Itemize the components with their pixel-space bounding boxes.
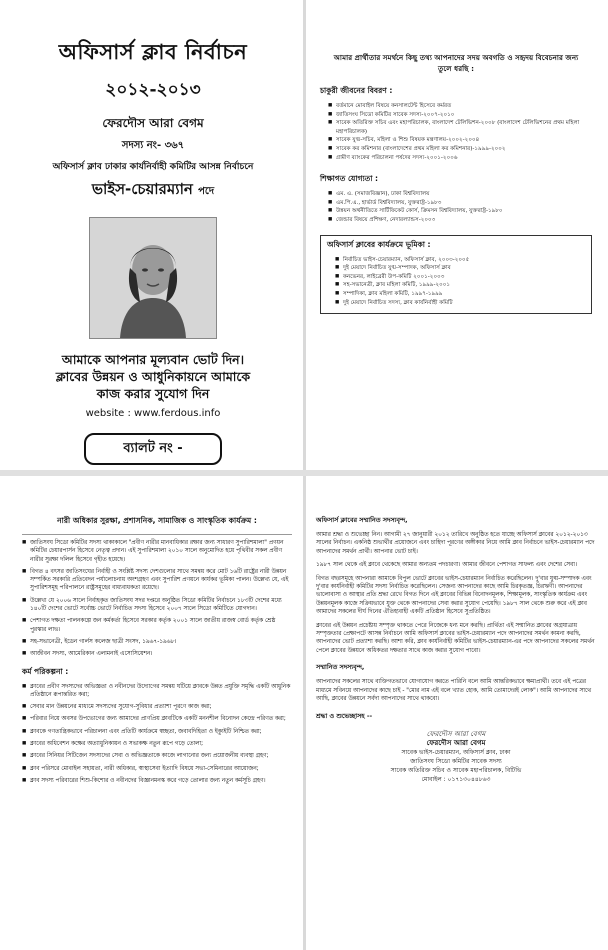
- club-role-item: ■ দুই মেয়াদে নির্বাচিত যুগ্ম-সম্পাদক, অফিসার্স ক্লাব: [337, 264, 585, 273]
- letter-paragraph: বিগত বছরসমূহে আপনারা আমাকে বিপুল ভোটে ক্লাবের ভাইস-চেয়ারম্যান নির্বাচিত করেছিলেন। দু'বার যুগ্ম-সম্পাদক এবং দু'বার কার্যনির্বাহী কমিটির সদস্য নির্বাচিত করেছিলেন। সেজন্য আপনাদের কাছে আমি চিরকৃতজ্ঞ, চিরঋণী। আপনাদের ভালোবাসা ও আস্থার প্রতি শ্রদ্ধা রেখে বিগত দিনে এই ক্লাবের বিভিন্ন বিনোদনমূলক, শিক্ষামূলক, সাংস্কৃতিক কার্যক্রম এবং উন্নয়নমূলক কাজে সক্রিয়ভাবে যুক্ত থেকে আপনাদের সেবা করার সুযোগ পেয়েছি। ১৯৮৭ সাল থেকে শুরু করে এই ক্লাব আমাদের সকলের দীর্ঘ দিনের ঐতিহ্যবাহী একটি প্রতিষ্ঠান হিসেবে সুপ্রতিষ্ঠিত।: [316, 575, 592, 616]
- career-item: ■ সাবেক কর কমিশনার (বাংলাদেশের প্রথম মহিলা কর কমিশনার)-১৯৯৯-২০০২: [330, 145, 592, 154]
- fold-horizontal: [0, 470, 608, 476]
- signatory-line: মোবাইল : ০১৭১৩০৪৪৮৬৩: [421, 775, 491, 783]
- club-role-list: [327, 256, 585, 308]
- plan-list: [22, 683, 292, 786]
- election-title: অফিসার্স ক্লাব নির্বাচন: [58, 40, 248, 64]
- activity-item: ■ সহ-সভানেত্রী, ইডেন গার্লস কলেজ ছাত্রী সংসদ, ১৯৬৭-১৯৬৮।: [22, 638, 292, 646]
- education-item: ■ এম.পি.এ., হার্ভার্ড বিশ্ববিদ্যালয়, যুক্তরাষ্ট্র-১৯৮৩: [330, 199, 592, 208]
- activity-item: ■ উল্লেখ্য যে ২০০৬ সালে নির্বাহকৃত জাতিসংঘ সদর দপ্তরে অনুষ্ঠিত সিডো কমিটির নির্বাচনে ১৮৩টি দেশের মধ্যে ১৪০টি দেশের ভোটে সর্বোচ্চ ভোটে নির্বাচিত সদস্য হিসেবে ২০০৭ সালে সিডো কমিটিতে যোগদান।: [22, 597, 292, 614]
- member-number: সদস্য নং- ৩৬৭: [121, 140, 185, 151]
- career-list: [320, 102, 592, 162]
- activity-item: ■ পেশাগত দক্ষতা পালনকল্পে জন কর্মকর্তা হিসেবে সরকার কর্তৃক ২০০১ সালে জাতীয় রাজস্ব বোর্ড কর্তৃক শ্রেষ্ঠ পুরস্কার লাভ।: [22, 617, 292, 634]
- plan-item: ■ পরিবার নিয়ে অবসর উপভোগের জন্য আমাদের প্রাণপ্রিয় ক্লাবটিকে একটি মননশীল বিনোদন কেন্দ্রে পরিণত করা;: [22, 715, 292, 723]
- career-heading: চাকুরী জীবনের বিবরণ :: [320, 86, 393, 95]
- election-subtitle: অফিসার্স ক্লাব ঢাকার কার্যনির্বাহী কমিটির আসন্ন নির্বাচনে: [52, 162, 254, 172]
- education-item: ■ উন্নয়ন অর্থনীতিতে সার্টিফিকেট কোর্স, ক্রিমসন বিশ্ববিদ্যালয়, যুক্তরাষ্ট্র-১৯৮০: [330, 207, 592, 216]
- letter-paragraph: আমার শ্রদ্ধা ও শুভেচ্ছা নিন। আগামী ২৭ জানুয়ারী ২০১২ তারিখে অনুষ্ঠিত হতে যাচ্ছে অফিসার্স ক্লাবের ২০১২-২০১৩ সালের নির্বাচন। একনিষ্ঠ শুভার্থীর প্রয়োজনে এবং চাহিদা পূরণের অঙ্গীকার নিয়ে আমি ক্লাব নির্বাচনে ভাইস-চেয়ারম্যান পদে আপনাদের সমর্থন প্রার্থী। আপনার ভোট চাই।: [316, 532, 595, 555]
- signatory-line: সাবেক অতিরিক্ত সচিব ও সাবেক মহাপরিচালক, বিটিভি: [390, 766, 522, 774]
- appeal-line: আমাকে আপনার মূল্যবান ভোট দিন।: [61, 352, 245, 367]
- post-name: ভাইস-চেয়ারম্যান: [91, 180, 193, 198]
- letter-paragraph: ক্লাবের এই উন্নয়ন প্রচেষ্টায় সম্পৃক্ত থাকতে পেরে নিজেকে ধন্য মনে করছি। প্রার্থিতা এই সন্মানিত ক্লাবের অগ্রযাত্রায় সম্পৃক্ততার প্রেক্ষাপটে আসন্ন নির্বাচনে আমি অফিসার্স ক্লাবের ভাইস-চেয়ারম্যান পদে আপনাদের সমর্থন কামনা করছি, আপনাদের ভোট প্রত্যাশা করছি। আশা করি, ক্লাব কার্যনির্বাহী কমিটির ভাইস-চেয়ারম্যান-এর পদে আপনাদের সকলের সমর্থন পেলে ক্লাবের উন্নয়নে অধিকতর দক্ষতার সাথে কাজ করার সুযোগ পাবো।: [316, 622, 595, 654]
- appeal-line: ক্লাবের উন্নয়ন ও আধুনিকায়নে আমাকে: [55, 369, 251, 384]
- plan-item: ■ ক্লাবের প্রবীণ সদস্যদের অভিজ্ঞতা ও নবীনদের উদ্যোগের সমন্বয় ঘটিয়ে ক্লাবকে উন্নত প্রযুক্তি সমৃদ্ধি একটি আধুনিক প্রতিষ্ঠানে রূপান্তরিত করা;: [22, 683, 292, 700]
- plan-item: ■ সেবার মান উন্নয়নের মাধ্যমে সদস্যদের সুযোগ-সুবিধার প্রত্যাশা পূরণে কাজ করা;: [22, 703, 292, 711]
- club-role-item: ■ দুই মেয়াদে নির্বাচিত সদস্য, ক্লাব কার্যনির্বাহী কমিটি: [337, 299, 585, 308]
- career-item: ■ গ্রামীণ ব্যাংকের পরিচালনা পর্ষদের সদস্য-২০০১-২০০৬: [330, 154, 592, 163]
- ballot-number-box: ব্যালট নং -: [84, 433, 222, 465]
- activity-item: ■ জাতিসংঘ সিডো কমিটির সদস্য থাকাকালে "প্রবীণ নারীর মানবাধিকার রক্ষার জন্য সাধারণ সুপারিশমালা" প্রণয়ন কমিটির চেয়ারপার্সন হিসেবে নেতৃত্ব প্রদান। এই সুপারিশমালা ২০১০ সালে অনুমোদিত হয়ে পৃথিবীর সকল প্রবীণ নারীর সুরক্ষা দলিল হিসেবে গৃহীত হয়েছে।: [22, 539, 292, 564]
- education-list: [320, 190, 592, 224]
- signature: ফেরদৌস আরা বেগম: [426, 729, 486, 738]
- candidate-name: ফেরদৌস আরা বেগম: [102, 116, 204, 130]
- career-item: ■ সাবেক অতিরিক্ত সচিব এবং মহাপরিচালক, বাংলাদেশ টেলিভিশন-২০০৮ (বাংলাদেশ টেলিভিশনের প্রথম মহিলা মহাপরিচালক): [330, 119, 592, 136]
- plan-item: ■ ক্লাবকে গণতান্ত্রিকভাবে পরিচালনা এবং প্রতিটি কার্যক্রমে স্বচ্ছতা, জবাবদিহিতা ও ইক্যুইটি নিশ্চিত করা;: [22, 728, 292, 736]
- appeal-line: কাজ করার সুযোগ দিন: [96, 386, 210, 401]
- activity-item: ■ বিগত ৪ বৎসর জাতিসংঘের নির্বাহী ও সংশ্লিষ্ট সদস্য দেশগুলোর সাথে সমন্বয় করে মোট ১৬টি রাষ্ট্রের নারী উন্নয়ন সম্পর্কিত সরকারি প্রতিবেদন পর্যালোচনায় অংশগ্রহণ এবং সুপারিশ প্রণয়নে কার্যকর ভূমিকা পালন। উল্লেখ্য যে, এই সুপারিশসমূহ পরিপালনে রাষ্ট্রসমূহের বাধ্যবাধকতা রয়েছে।: [22, 568, 292, 593]
- plan-item: ■ ক্লাবের সিনিয়র সিটিজেন সদস্যদের সেবা ও অভিজ্ঞতাকে কাজে লাগানোর জন্য প্রয়োজনীয় ব্যবস্থা গ্রহণ;: [22, 752, 292, 760]
- career-item: ■ জাতিসংঘ সিডো কমিটির সাবেক সদস্য-২০০৭-২০১০: [330, 111, 592, 120]
- club-role-heading: অফিসার্স ক্লাবের কার্যক্রমে ভূমিকা :: [327, 239, 431, 249]
- activities-heading: নারী অধিকার সুরক্ষা, প্রশাসনিক, সামাজিক ও সাংস্কৃতিক কার্যক্রম :: [57, 516, 257, 525]
- club-role-item: ■ কনভেনর, লাইব্রেরী উপ-কমিটি ২০০১-২০০৩: [337, 273, 585, 282]
- candidate-photo: [89, 217, 217, 339]
- divider: [22, 534, 292, 535]
- letter-paragraph: ১৯৮৭ সাল থেকে এই ক্লাবে থেকেছে আমার অন্যতম পদচারণা। আমার জীবনে পেশাগত সাফল্য এবং দেশের সেবা।: [316, 562, 578, 569]
- activities-list: [22, 539, 292, 659]
- club-role-box: [320, 235, 592, 315]
- profile-intro: আমার প্রার্থীতার সমর্থনে কিছু তথ্য আপনাদের সদয় অবগতি ও সহৃদয় বিবেচনার জন্য তুলে ধরছি :: [333, 53, 579, 73]
- signatory-name: ফেরদৌস আরা বেগম: [426, 738, 486, 747]
- plan-item: ■ ক্লাব পরিসরে মোবাইল সহায়তা, নারী অধিকার, স্বাস্থ্যসেবা ইত্যাদি বিষয়ে সভা-সেমিনারের আয়োজন;: [22, 765, 292, 773]
- signatory-line: জাতিসংঘ সিডো কমিটির সাবেক সদস্য: [410, 757, 502, 765]
- signature-block: [316, 730, 596, 784]
- signatory-line: সাবেক ভাইস-চেয়ারম্যান, অফিসার্স ক্লাব, ঢাকা: [401, 748, 511, 756]
- profile-panel: [320, 52, 592, 462]
- website: website : www.ferdous.info: [85, 408, 221, 419]
- education-item: ■ জেন্ডার বিষয়ে প্রশিক্ষণ, নেদারল্যান্ডস-২০০৩: [330, 216, 592, 225]
- regards-line: শ্রদ্ধা ও শুভেচ্ছাসহ --: [316, 711, 373, 720]
- closing-heading: সম্মানিত সদস্যবৃন্দ,: [316, 663, 365, 672]
- activity-item: ■ আজীবন সদস্য, আমেরিকান এলামনাই এসোসিয়েশন।: [22, 650, 292, 658]
- activities-panel: [22, 515, 292, 945]
- portrait-image: [90, 218, 216, 338]
- career-item: ■ বর্তমানে মোবাইল বিষয়ে কনসালটেন্ট হিসেবে কর্মরত: [330, 102, 592, 111]
- post-suffix: পদে: [198, 186, 215, 197]
- club-role-item: ■ সহ-সভানেত্রী, ক্লাব মহিলা কমিটি, ১৯৯৯-২০০১: [337, 281, 585, 290]
- letter-salutation: অফিসার্স ক্লাবের সম্মানিত সদস্যবৃন্দ,: [316, 516, 408, 524]
- letter-panel: [316, 508, 596, 944]
- front-cover: [18, 30, 288, 460]
- letter-body: [316, 531, 596, 655]
- plan-heading: কর্ম পরিকল্পনা :: [22, 666, 69, 676]
- education-item: ■ এম. এ. (সমাজবিজ্ঞান), ঢাকা বিশ্ববিদ্যালয়: [330, 190, 592, 199]
- club-role-item: ■ সম্পাদিকা, ক্লাব মহিলা কমিটি, ১৯৯৭-১৯৯৯: [337, 290, 585, 299]
- career-item: ■ সাবেক যুগ্ম-সচিব, মহিলা ও শিশু বিষয়ক মন্ত্রণালয়-২০০২-২০০৪: [330, 136, 592, 145]
- plan-item: ■ ক্লাবের অধিবেশন কক্ষের অত্যাধুনিকায়ন ও সভাকক্ষ নতুন রূপে গড়ে তোলা;: [22, 740, 292, 748]
- club-role-item: ■ নির্বাচিত ভাইস-চেয়ারম্যান, অফিসার্স ক্লাব, ২০০৩-২০০৫: [337, 256, 585, 265]
- election-years: ২০১২-২০১৩: [105, 80, 201, 100]
- plan-item: ■ ক্লাব সদস্য পরিবারের শিশু-কিশোর ও নবীনদের বিজ্ঞানমনস্ক করে গড়ে তোলার জন্য নতুন কর্মসূচি গ্রহণ।: [22, 777, 292, 785]
- education-heading: শিক্ষাগত যোগ্যতা :: [320, 174, 379, 184]
- closing-paragraph: আপনাদের সকলের সাথে ব্যক্তিগতভাবে যোগাযোগ করতে পারিনি বলে আমি আন্তরিকভাবে ক্ষমাপ্রার্থী। তবে এই পত্রের মাধ্যমে সবিনয়ে আপনাদের কাছে চাই - "মোর নাম এই বলে খ্যাত হোক, আমি তোমাদেরই লোক"। আমি আপনাদের সাথে আছি, ক্লাবের উন্নয়নে সর্বদা আপনাদের সাথে থাকবো।: [316, 679, 592, 703]
- post-title: [18, 178, 288, 203]
- vote-appeal: [18, 351, 288, 402]
